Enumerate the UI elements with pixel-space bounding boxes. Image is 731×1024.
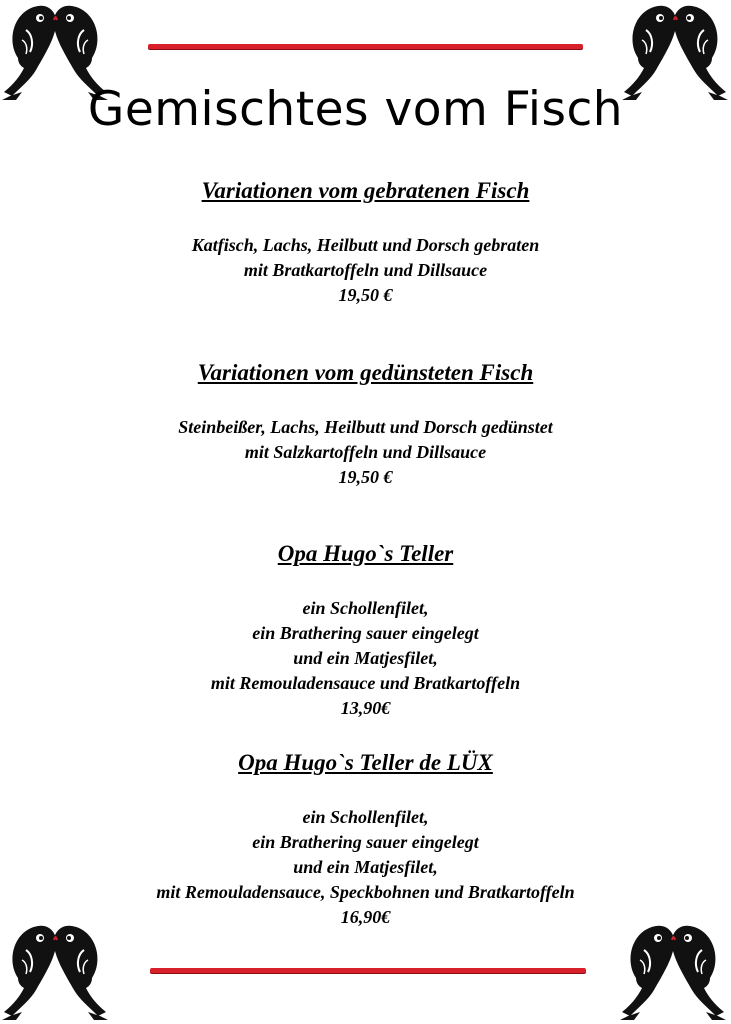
description-line: mit Remouladensauce, Speckbohnen und Bratkartoffeln bbox=[156, 882, 575, 902]
price: 13,90€ bbox=[340, 698, 391, 718]
section-heading: Opa Hugo`s Teller de LÜX bbox=[238, 750, 493, 775]
description-line: mit Salzkartoffeln und Dillsauce bbox=[244, 442, 487, 462]
menu-section-fried-fish bbox=[0, 177, 731, 308]
description-line: ein Brathering sauer eingelegt bbox=[252, 623, 479, 643]
menu-section-opa-hugo-deluxe bbox=[0, 749, 731, 930]
page-title: Gemischtes vom Fisch bbox=[87, 82, 624, 137]
description-line: und ein Matjesfilet, bbox=[293, 648, 438, 668]
section-description bbox=[0, 415, 731, 490]
section-heading: Variationen vom gedünsteten Fisch bbox=[197, 360, 534, 385]
price: 16,90€ bbox=[340, 907, 391, 927]
description-line: Steinbeißer, Lachs, Heilbutt und Dorsch gedünstet bbox=[178, 417, 553, 437]
description-line: und ein Matjesfilet, bbox=[293, 857, 438, 877]
section-description bbox=[0, 233, 731, 308]
description-line: ein Schollenfilet, bbox=[302, 807, 429, 827]
price: 19,50 € bbox=[338, 285, 393, 305]
menu-section-steamed-fish bbox=[0, 359, 731, 490]
description-line: mit Bratkartoffeln und Dillsauce bbox=[243, 260, 488, 280]
kissing-fish-icon-bottom-right bbox=[618, 920, 728, 1020]
description-line: ein Schollenfilet, bbox=[302, 598, 429, 618]
kissing-fish-icon-bottom-left bbox=[0, 920, 110, 1020]
menu-section-opa-hugo bbox=[0, 540, 731, 721]
top-divider bbox=[148, 44, 583, 49]
description-line: Katfisch, Lachs, Heilbutt und Dorsch gebraten bbox=[191, 235, 540, 255]
bottom-divider bbox=[150, 968, 586, 973]
description-line: ein Brathering sauer eingelegt bbox=[252, 832, 479, 852]
section-heading: Variationen vom gebratenen Fisch bbox=[201, 178, 530, 203]
price: 19,50 € bbox=[338, 467, 393, 487]
description-line: mit Remouladensauce und Bratkartoffeln bbox=[210, 673, 521, 693]
section-heading: Opa Hugo`s Teller bbox=[277, 541, 454, 566]
section-description bbox=[0, 596, 731, 721]
section-description bbox=[0, 805, 731, 930]
